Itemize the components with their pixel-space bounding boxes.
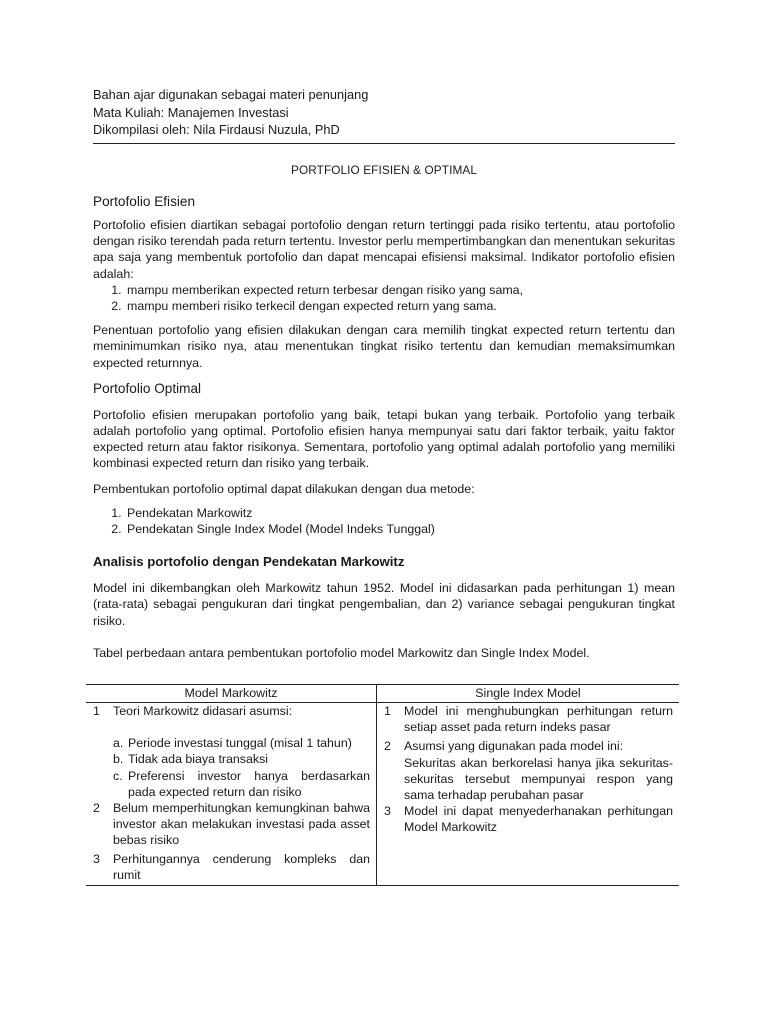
list-text: Periode investasi tunggal (misal 1 tahun) — [128, 736, 352, 751]
header-line-3: Dikompilasi oleh: Nila Firdausi Nuzula, PhD — [93, 122, 340, 138]
list-marker: a. — [113, 736, 124, 751]
list-item: 1. Pendekatan Markowitz — [125, 505, 675, 521]
document-page — [93, 86, 675, 661]
markowitz-point-2 — [86, 800, 376, 849]
point-number: 2 — [384, 739, 391, 754]
markowitz-paragraph-2: Tabel perbedaan antara pembentukan portofolio model Markowitz dan Single Index Model. — [93, 645, 590, 660]
point-text: Belum memperhitungkan kemungkinan bahwa investor akan melakukan investasi pada asset bebas risiko — [113, 801, 370, 848]
table-row — [86, 703, 679, 886]
point-number: 1 — [93, 704, 100, 718]
efisien-paragraph-2: Penentuan portofolio yang efisien dilakukan dengan cara memilih tingkat expected return tertentu dan meminimumkan risiko nya, atau menentukan tingkat risiko tertentu dan kemudian memaksimumkan expected returnnya. — [93, 323, 675, 370]
list-item — [113, 735, 370, 751]
point-body — [404, 738, 679, 803]
point-text: Model ini dapat menyederhanakan perhitungan Model Markowitz — [404, 804, 673, 835]
single-index-point-2 — [377, 738, 679, 803]
point-number: 1 — [384, 704, 391, 718]
header-divider — [93, 143, 675, 144]
point-number: 3 — [93, 851, 100, 866]
markowitz-point-1 — [86, 703, 376, 800]
section-heading-markowitz: Analisis portofolio dengan Pendekatan Markowitz — [93, 554, 405, 570]
optimal-paragraph-2: Pembentukan portofolio optimal dapat dilakukan dengan dua metode: — [93, 481, 475, 496]
header-line-1: Bahan ajar digunakan sebagai materi penunjang — [93, 87, 369, 102]
point-number: 3 — [384, 804, 391, 819]
section-heading-optimal: Portofolio Optimal — [93, 380, 202, 396]
table-header-row — [86, 685, 679, 703]
spacer — [113, 719, 370, 735]
efisien-indicator-list — [93, 282, 675, 314]
point-text: Teori Markowitz didasari asumsi: — [113, 704, 293, 718]
optimal-paragraph-1: Portofolio efisien merupakan portofolio yang baik, tetapi bukan yang terbaik. Portofolio yang terbaik adalah portofolio yang optimal. Portofolio efisien hanya mempunyai satu dari faktor terbaik, yaitu faktor expected return atau faktor risikonya. Sementara, portofolio yang optimal adalah portofolio yang memiliki kombinasi expected return dan risiko yang terbaik. — [93, 407, 675, 471]
assumption-list — [113, 735, 370, 800]
efisien-definition: Portofolio efisien diartikan sebagai portofolio dengan return tertinggi pada risiko tertentu, atau portofolio dengan risiko terendah pada return tertentu. Investor perlu mempertimbangkan dan menentukan sekuritas apa saja yang membentuk portofolio dan dapat mencapai efisiensi maksimal. — [93, 217, 676, 265]
optimal-method-list — [93, 505, 675, 537]
efisien-indicator-intro: Indikator portofolio efisien adalah: — [93, 250, 675, 281]
single-index-column — [377, 703, 680, 886]
efisien-paragraph-1 — [93, 217, 675, 282]
list-marker: c. — [113, 768, 123, 783]
point-detail: Sekuritas akan berkorelasi hanya jika sekuritas-sekuritas tersebut mempunyai respon yang sama terhadap perubahan pasar — [404, 755, 673, 803]
list-item: 2. Pendekatan Single Index Model (Model Indeks Tunggal) — [125, 521, 675, 537]
point-text: Model ini menghubungkan perhitungan return setiap asset pada return indeks pasar — [404, 704, 673, 735]
list-item: 1. mampu memberikan expected return terbesar dengan risiko yang sama, — [125, 282, 675, 298]
markowitz-column — [86, 703, 377, 886]
point-number: 2 — [93, 801, 100, 816]
point-text: Asumsi yang digunakan pada model ini: — [404, 739, 624, 754]
comparison-table — [86, 684, 679, 886]
list-marker: b. — [113, 752, 124, 767]
column-header-single-index: Single Index Model — [377, 685, 680, 703]
list-text: Preferensi investor hanya berdasarkan pada expected return dan risiko — [128, 768, 370, 799]
document-title: PORTFOLIO EFISIEN & OPTIMAL — [290, 162, 478, 177]
point-body — [113, 703, 376, 800]
point-text: Perhitungannya cenderung kompleks dan rumit — [113, 851, 370, 882]
header-line-2: Mata Kuliah: Manajemen Investasi — [93, 104, 289, 120]
list-text: Tidak ada biaya transaksi — [128, 752, 269, 767]
document-header — [93, 86, 675, 139]
section-heading-efisien: Portofolio Efisien — [93, 193, 196, 209]
list-item: 2. mampu memberi risiko terkecil dengan expected return yang sama. — [125, 298, 675, 314]
list-item — [113, 768, 370, 800]
markowitz-paragraph-1: Model ini dikembangkan oleh Markowitz tahun 1952. Model ini didasarkan pada perhitungan 1) mean (rata-rata) sebagai pengukuran dari tingkat pengembalian, dan 2) variance sebagai pengukuran tingkat risiko. — [93, 581, 675, 628]
markowitz-point-3 — [86, 851, 376, 883]
list-item — [113, 751, 370, 767]
single-index-point-3 — [377, 803, 679, 835]
single-index-point-1 — [377, 703, 679, 735]
column-header-markowitz: Model Markowitz — [86, 685, 377, 703]
